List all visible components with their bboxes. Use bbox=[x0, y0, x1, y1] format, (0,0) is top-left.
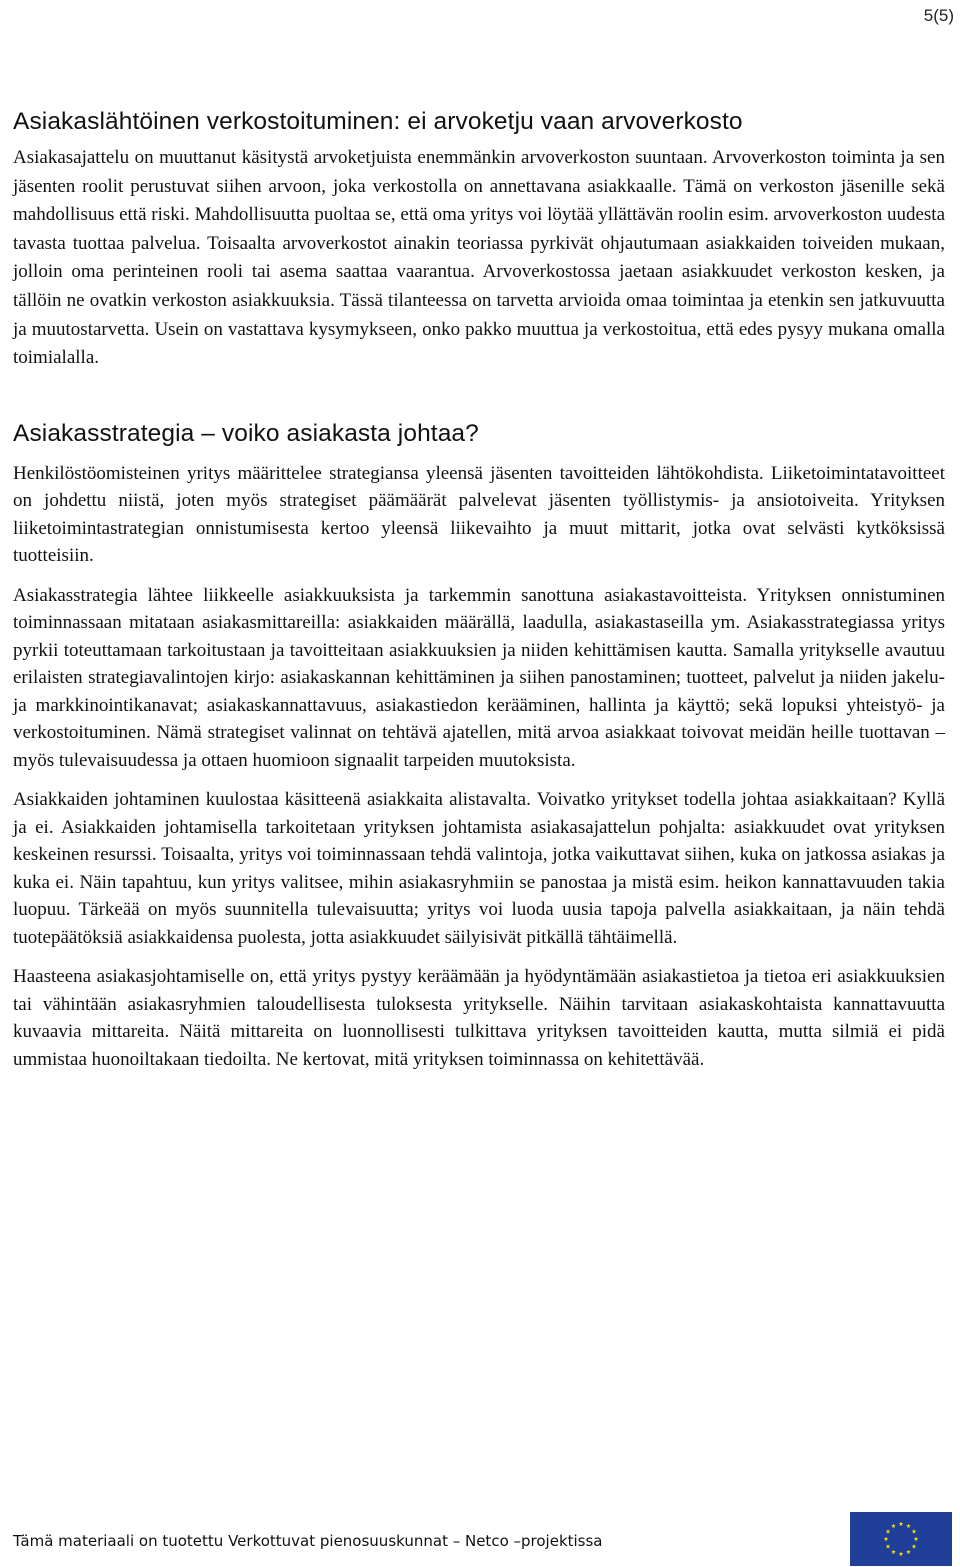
eu-flag-background bbox=[850, 1512, 952, 1566]
paragraph: Henkilöstöomisteinen yritys määrittelee strategiansa yleensä jäsenten tavoitteiden lähtökohdista. Liiketoimintatavoitteet on johdettu niistä, joten myös strategiset päämäärät palvelevat jäsenten työllistymis- ja ansiotoiveita. Yrityksen liiketoimintastrategian onnistumisesta kertoo yleensä liikevaihto ja muut mittarit, jotka ovat selvästi kytköksissä tuotteisiin. bbox=[13, 462, 945, 567]
paragraph: Asiakkaiden johtaminen kuulostaa käsitteenä asiakkaita alistavalta. Voivatko yritykset todella johtaa asiakkaitaan? Kyllä ja ei. Asiakkaiden johtamisella tarkoitetaan yrityksen johtamista asiakasajattelun pohjalta: asiakkuudet ovat yrityksen keskeinen resurssi. Toisaalta, yritys voi toiminnassaan tehdä valintoja, jotka vaikuttavat siihen, kuka on jatkossa asiakas ja kuka ei. Näin tapahtuu, kun yritys valitsee, mihin asiakasryhmiin se panostaa ja mistä esim. heikon kannattavuuden takia luopuu. Tärkeää on myös suunnitella tulevaisuutta; yritys voi luoda uusia tapoja palvella asiakkaitaan, ja näin tehdä tuotepäätöksiä asiakkaidensa puolesta, jotta asiakkuudet säilyisivät pitkällä tähtäimellä. bbox=[13, 789, 945, 948]
eu-flag-logo bbox=[850, 1512, 952, 1566]
paragraph: Haasteena asiakasjohtamiselle on, että yritys pystyy keräämään ja hyödyntämään asiakastietoa ja tietoa eri asiakkuuksien tai vähintään asiakasryhmien taloudellisesta tuloksesta yritykselle. Näihin tarvitaan asiakaskohtaista kannattavuutta kuvaavia mittareita. Näitä mittareita on luonnollisesti tulkittava yrityksen tavoitteiden kautta, mutta silmiä ei pidä ummistaa huonoiltakaan tiedoilta. Ne kertovat, mitä yrityksen toiminnassa on kehitettävää. bbox=[13, 966, 945, 1070]
page-number: 5(5) bbox=[923, 6, 954, 25]
document-body bbox=[13, 108, 945, 1085]
paragraph: Asiakasajattelu on muuttanut käsitystä arvoketjuista enemmänkin arvoverkoston suuntaan. Arvoverkoston toiminta ja sen jäsenten roolit perustuvat siihen arvoon, joka verkostolla on annettavana asiakkaalle. Tämä on verkoston jäsenille sekä mahdollisuus että riski. Mahdollisuutta puoltaa se, että oma yritys voi löytää yllättävän roolin esim. arvoverkoston uudesta tavasta tuottaa palvelua. Toisaalta arvoverkostot ainakin teoriassa pyrkivät ohjautumaan asiakkaiden toiveiden mukaan, jolloin oma perinteinen rooli tai asema saattaa vaarantua. Arvoverkostossa jaetaan asiakkuudet verkoston kesken, ja tällöin ne ovatkin verkoston asiakkuuksia. Tässä tilanteessa on tarvetta arvioida omaa toimintaa ja etenkin sen jatkuvuutta ja muutostarvetta. Usein on vastattava kysymykseen, onko pakko muuttua ja verkostoitua, että edes pysyy mukana omalla toimialalla. bbox=[13, 147, 945, 369]
section-heading-customer-strategy: Asiakasstrategia – voiko asiakasta johtaa? bbox=[13, 419, 479, 447]
paragraph: Asiakasstrategia lähtee liikkeelle asiakkuuksista ja tarkemmin sanottuna asiakastavoitteista. Yrityksen onnistuminen toiminnassaan mitataan asiakasmittareilla: asiakkaiden määrällä, laadulla, asiakastaseilla ym. Asiakasstrategiassa yritys pyrkii toteuttamaan tarkoitustaan ja tavoitteitaan asiakkuuksien ja niiden kehittämisen kautta. Samalla yritykselle avautuu erilaisten strategiavalintojen kirjo: asiakaskannan kehittäminen ja siihen panostaminen; tuotteet, palvelut ja niiden jakelu- ja markkinointikanavat; asiakaskannattavuus, asiakastiedon kerääminen, hallinta ja käyttö; sekä lopuksi yhteistyö- ja verkostoituminen. Nämä strategiset valinnat on tehtävä ajatellen, mitä arvoa asiakkaat toivovat meidän heille tuottavan – myös tulevaisuudessa ja ottaen huomioon signaalit tarpeiden muutoksista. bbox=[13, 584, 945, 771]
footer-text: Tämä materiaali on tuotettu Verkottuvat pienosuuskunnat – Netco –projektissa bbox=[13, 1532, 603, 1550]
section-heading-value-network: Asiakaslähtöinen verkostoituminen: ei arvoketju vaan arvoverkosto bbox=[13, 108, 743, 135]
